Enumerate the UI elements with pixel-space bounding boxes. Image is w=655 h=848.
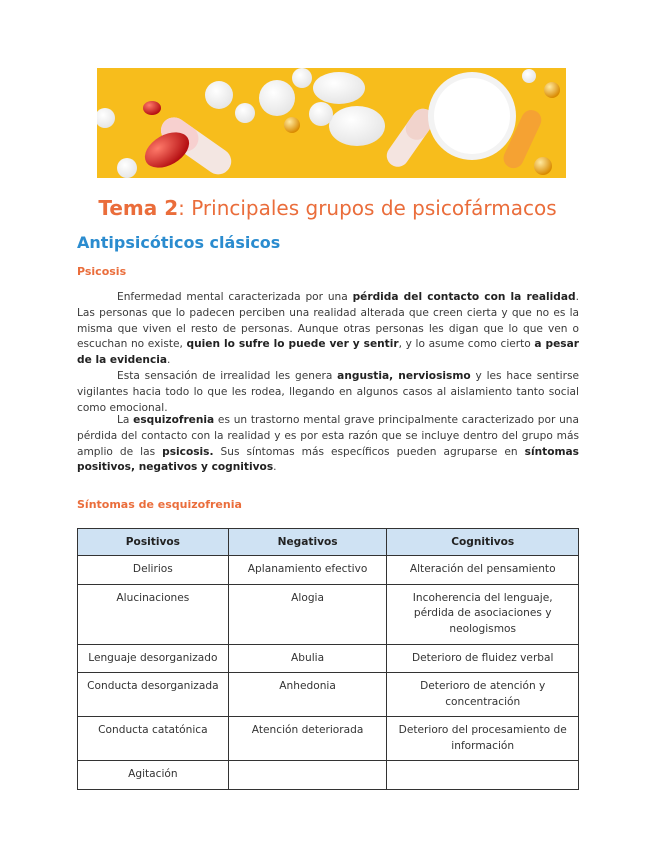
table-row <box>78 584 579 644</box>
subheading-sintomas: Síntomas de esquizofrenia <box>77 498 242 511</box>
table-cell: Aplanamiento efectivo <box>228 556 387 585</box>
table-row <box>78 673 579 717</box>
column-header-negativos: Negativos <box>228 529 387 556</box>
column-header-cognitivos: Cognitivos <box>387 529 579 556</box>
symptoms-table <box>77 528 579 790</box>
table-cell: Alogia <box>228 584 387 644</box>
title-topic-number: Tema 2 <box>98 196 179 220</box>
table-cell: Lenguaje desorganizado <box>78 644 229 673</box>
table-row <box>78 644 579 673</box>
table-cell: Alucinaciones <box>78 584 229 644</box>
table-cell: Deterioro del procesamiento de información <box>387 717 579 761</box>
paragraph-psicosis-2: Esta sensación de irrealidad les genera angustia, nerviosismo y les hace sentirse vigilantes hacia todo lo que les rodea, llegando en algunos casos al aislamiento tanto social como emocional. <box>77 369 579 414</box>
table-cell: Alteración del pensamiento <box>387 556 579 585</box>
table-cell: Incoherencia del lenguaje, pérdida de asociaciones y neologismos <box>387 584 579 644</box>
paragraph-psicosis-1: Enfermedad mental caracterizada por una pérdida del contacto con la realidad. Las personas que lo padecen perciben una realidad alterada que creen cierta y que no es la misma que viven el resto de personas. Aunque otras personas les digan que lo que ven o escuchan no existe, quien lo sufre lo puede ver y sentir, y lo asume como cierto a pesar de la evidencia. Esta sensación de irrealidad les genera angustia, nerviosismo y les hace sentirse vigilantes hacia todo lo que les rodea, llegando en algunos casos al aislamiento tanto social como emocional. <box>77 290 579 416</box>
table-cell: Agitación <box>78 761 229 790</box>
table-cell: Conducta desorganizada <box>78 673 229 717</box>
table-cell: Anhedonia <box>228 673 387 717</box>
page-title <box>0 196 655 220</box>
table-cell <box>228 761 387 790</box>
table-header-row <box>78 529 579 556</box>
table-cell: Deterioro de fluidez verbal <box>387 644 579 673</box>
table-cell <box>387 761 579 790</box>
column-header-positivos: Positivos <box>78 529 229 556</box>
table-cell: Deterioro de atención y concentración <box>387 673 579 717</box>
title-topic-name: : Principales grupos de psicofármacos <box>178 196 557 220</box>
paragraph-esquizofrenia: La esquizofrenia es un trastorno mental grave principalmente caracterizado por una pérdida del contacto con la realidad y es por esta razón que se incluye dentro del grupo más amplio de las psicosis. Sus síntomas más específicos pueden agruparse en síntomas positivos, negativos y cognitivos. <box>77 414 579 474</box>
table-row <box>78 717 579 761</box>
subheading-psicosis: Psicosis <box>77 265 127 278</box>
table-row <box>78 761 579 790</box>
table-cell: Abulia <box>228 644 387 673</box>
pills-banner-image <box>97 68 566 178</box>
table-row <box>78 556 579 585</box>
table-cell: Conducta catatónica <box>78 717 229 761</box>
table-cell: Atención deteriorada <box>228 717 387 761</box>
pills-illustration <box>97 68 566 178</box>
table-cell: Delirios <box>78 556 229 585</box>
section-heading: Antipsicóticos clásicos <box>77 233 281 252</box>
